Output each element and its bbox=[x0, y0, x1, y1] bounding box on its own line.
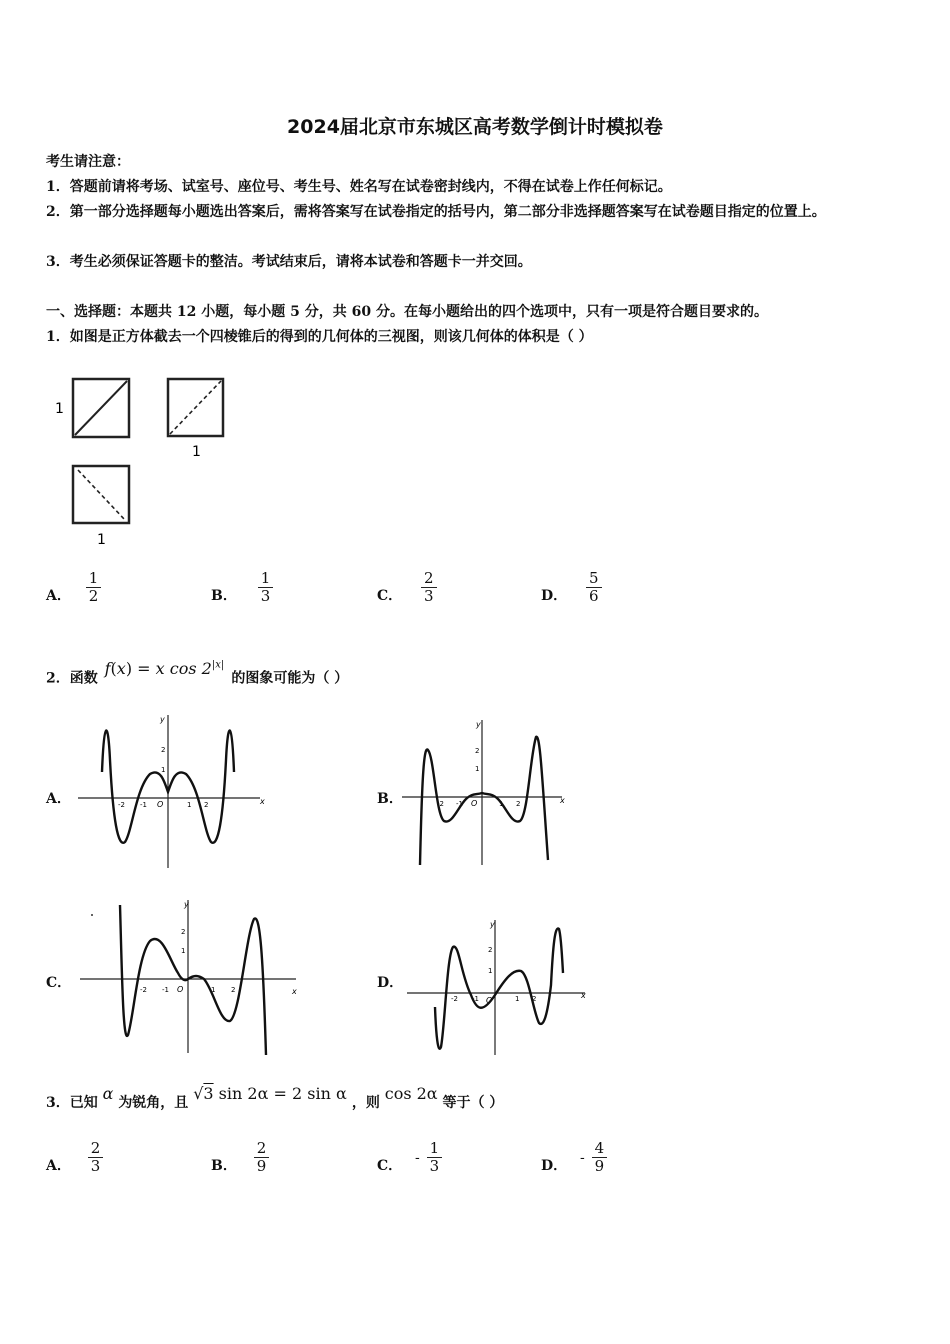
svg-text:-1: -1 bbox=[472, 995, 479, 1003]
svg-text:x: x bbox=[292, 987, 297, 996]
svg-text:1: 1 bbox=[211, 986, 216, 994]
q3-equation: √3 sin 2α = 2 sin α bbox=[193, 1084, 347, 1103]
svg-text:2: 2 bbox=[475, 747, 480, 755]
svg-text:-2: -2 bbox=[451, 995, 458, 1003]
svg-text:O: O bbox=[471, 799, 478, 808]
svg-text:O: O bbox=[177, 985, 184, 994]
q1-option-b[interactable]: B． $\frac{1}{3}$ bbox=[211, 570, 273, 605]
side-view-label: 1 bbox=[192, 444, 201, 460]
speck bbox=[91, 914, 93, 916]
curve bbox=[120, 905, 266, 1055]
graph-a[interactable] bbox=[70, 710, 270, 870]
svg-text:y: y bbox=[184, 900, 189, 909]
q3-option-d[interactable]: D． - $\frac{4}{9}$ bbox=[541, 1140, 607, 1175]
svg-text:x: x bbox=[581, 991, 586, 1000]
q3-option-b[interactable]: B． $\frac{2}{9}$ bbox=[211, 1140, 269, 1175]
q3-option-a[interactable]: A． $\frac{2}{3}$ bbox=[46, 1140, 103, 1175]
svg-text:-1: -1 bbox=[456, 800, 463, 808]
svg-text:x: x bbox=[260, 797, 265, 806]
graph-b[interactable] bbox=[400, 715, 600, 870]
notice-heading: 考生请注意： bbox=[46, 154, 130, 170]
svg-text:x: x bbox=[560, 796, 565, 805]
svg-text:2: 2 bbox=[231, 986, 236, 994]
svg-text:2: 2 bbox=[204, 801, 209, 809]
svg-text:2: 2 bbox=[516, 800, 521, 808]
page-title: 2024届北京市东城区高考数学倒计时模拟卷 bbox=[287, 116, 663, 138]
svg-text:1: 1 bbox=[181, 947, 186, 955]
graph-c[interactable] bbox=[78, 895, 303, 1060]
q2-function: f(x) = x $\cos 2^{|x|}$ bbox=[104, 659, 225, 679]
front-view-label: 1 bbox=[55, 401, 64, 417]
notice-item-1: 1．答题前请将考场、试室号、座位号、考生号、姓名写在试卷密封线内，不得在试卷上作任何标记。 bbox=[46, 179, 672, 195]
side-view bbox=[168, 379, 223, 460]
curve bbox=[435, 928, 563, 1048]
svg-text:-1: -1 bbox=[140, 801, 147, 809]
svg-text:1: 1 bbox=[161, 766, 166, 774]
q2-option-b[interactable]: B． bbox=[377, 791, 403, 807]
svg-text:O: O bbox=[486, 996, 493, 1005]
svg-text:1: 1 bbox=[187, 801, 192, 809]
svg-text:2: 2 bbox=[532, 995, 537, 1003]
q2-option-c[interactable]: C． bbox=[46, 975, 72, 991]
svg-text:1: 1 bbox=[499, 800, 504, 808]
svg-text:1: 1 bbox=[475, 765, 480, 773]
svg-text:y: y bbox=[490, 920, 495, 929]
q2-option-d[interactable]: D． bbox=[377, 975, 404, 991]
top-view-label: 1 bbox=[97, 532, 106, 548]
q1-option-c[interactable]: C． $\frac{2}{3}$ bbox=[377, 570, 437, 605]
section-heading: 一、选择题：本题共 12 小题，每小题 5 分，共 60 分。在每小题给出的四个选项中，只有一项是符合题目要求的。 bbox=[46, 304, 768, 320]
svg-text:2: 2 bbox=[488, 946, 493, 954]
notice-item-3: 3．考生必须保证答题卡的整洁。考试结束后，请将本试卷和答题卡一并交回。 bbox=[46, 254, 532, 270]
q3-stem: 3．已知 α 为锐角，且 √3 sin 2α = 2 sin α ，则 cos 2α 等于（ ） bbox=[46, 1084, 504, 1111]
svg-text:O: O bbox=[157, 800, 164, 809]
top-view bbox=[73, 466, 129, 548]
svg-text:-1: -1 bbox=[162, 986, 169, 994]
svg-text:2: 2 bbox=[181, 928, 186, 936]
svg-text:-2: -2 bbox=[437, 800, 444, 808]
q1-three-views bbox=[50, 370, 250, 555]
svg-text:1: 1 bbox=[515, 995, 520, 1003]
graph-d[interactable] bbox=[405, 915, 590, 1060]
q3-option-c[interactable]: C． - $\frac{1}{3}$ bbox=[377, 1140, 442, 1175]
svg-text:-2: -2 bbox=[140, 986, 147, 994]
front-view bbox=[55, 379, 129, 437]
q1-option-d[interactable]: D． $\frac{5}{6}$ bbox=[541, 570, 602, 605]
svg-text:1: 1 bbox=[488, 967, 493, 975]
svg-text:y: y bbox=[160, 715, 165, 724]
notice-item-2: 2．第一部分选择题每小题选出答案后，需将答案写在试卷指定的括号内，第二部分非选择题答案写在试卷题目指定的位置上。 bbox=[46, 204, 826, 220]
svg-text:y: y bbox=[476, 720, 481, 729]
svg-text:-2: -2 bbox=[118, 801, 125, 809]
svg-text:2: 2 bbox=[161, 746, 166, 754]
q1-stem: 1．如图是正方体截去一个四棱锥后的得到的几何体的三视图，则该几何体的体积是（ ） bbox=[46, 329, 593, 345]
q2-stem: 2．函数 f(x) = x $\cos 2^{|x|}$ 的图象可能为（ ） bbox=[46, 659, 349, 687]
q1-option-a[interactable]: A． $\frac{1}{2}$ bbox=[46, 570, 101, 605]
q2-option-a[interactable]: A． bbox=[46, 791, 71, 807]
